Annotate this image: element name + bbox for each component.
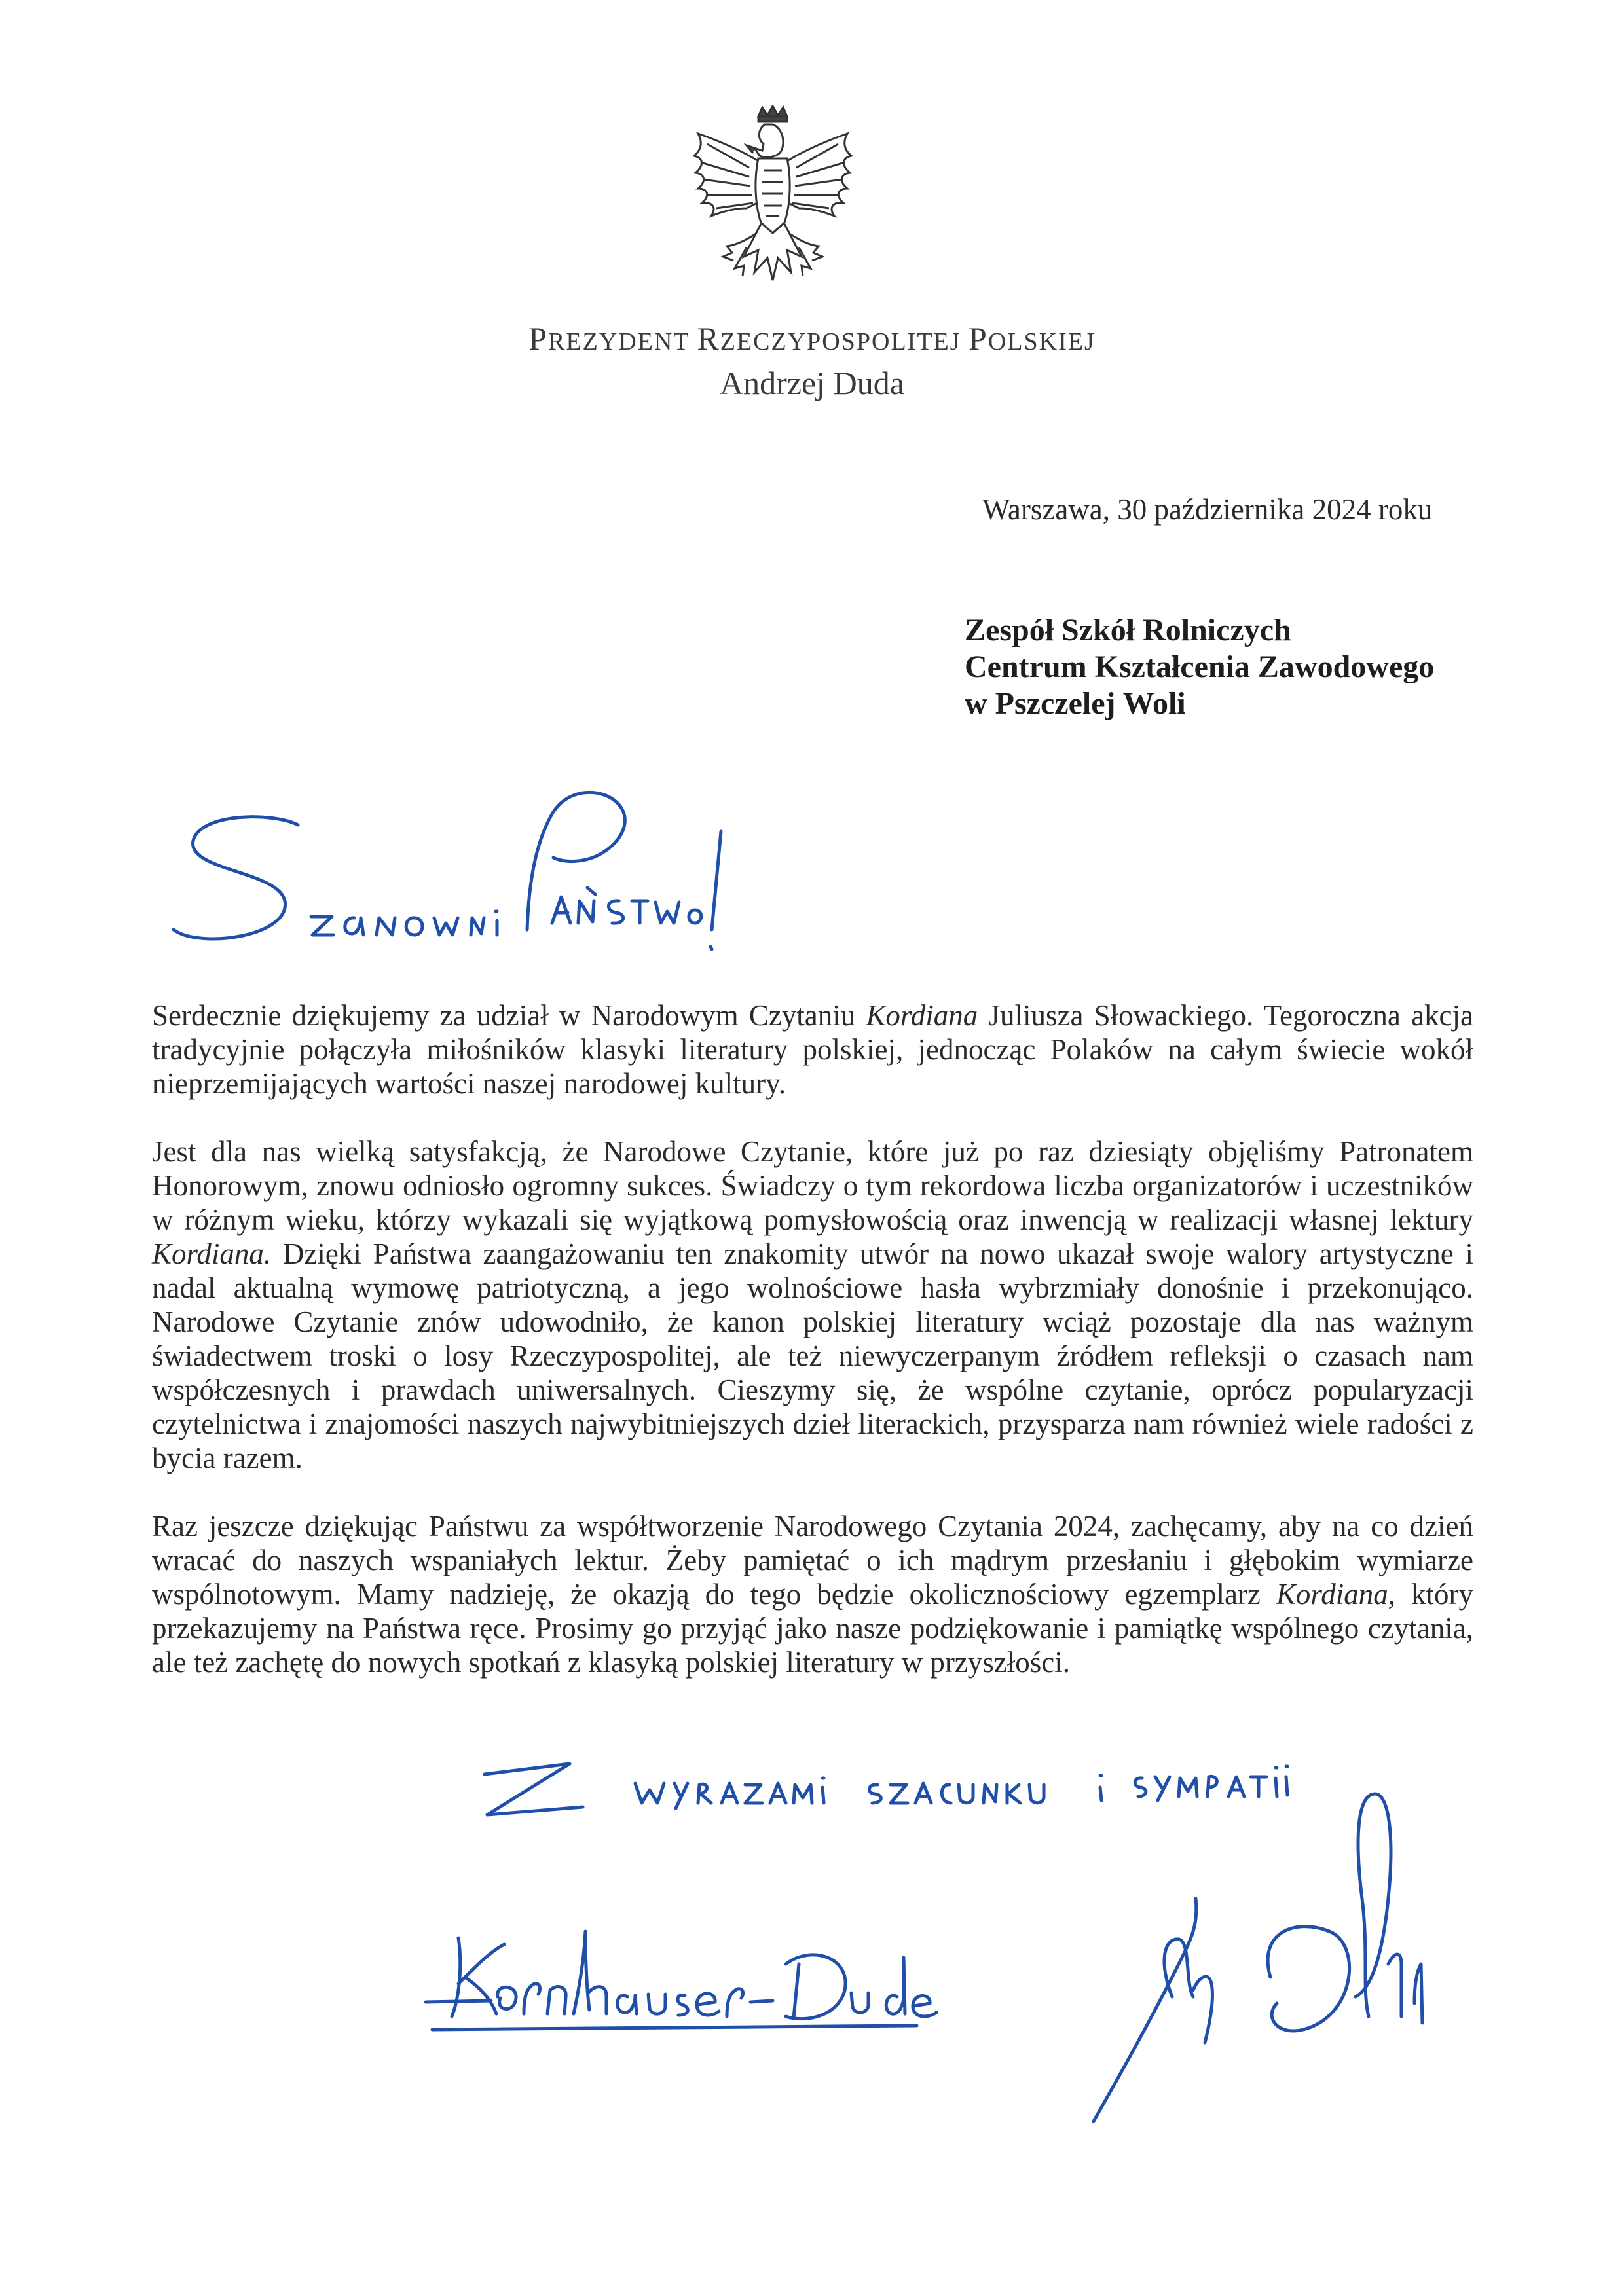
- signature-kornhauser-duda: [419, 1886, 943, 2056]
- polish-eagle-emblem-icon: [681, 105, 864, 301]
- date-line: Warszawa, 30 października 2024 roku: [982, 493, 1433, 526]
- handwritten-salutation: [160, 773, 750, 995]
- addressee-line: w Pszczelej Woli: [965, 686, 1186, 721]
- addressee-block: [965, 612, 1434, 722]
- paragraph: Jest dla nas wielką satysfakcją, że Narodowe Czytanie, które już po raz dziesiąty objęliśmy Patronatem Honorowym, znowu odniosło ogromny sukces. Świadczy o tym rekordowa liczba organizatorów i uczestników w różnym wieku, którzy wykazali się wyjątkową pomysłowością oraz inwencją w realizacji własnej lektury Kordiana. Dzięki Państwa zaangażowaniu ten znakomity utwór na nowo ukazał swoje walory artystyczne i nadal aktualną wymowę patriotyczną, a jego wolnościowe hasła wybrzmiały donośnie i przekonująco. Narodowe Czytanie znów udowodniło, że kanon polskiej literatury wciąż pozostaje dla nas ważnym świadectwem troski o losy Rzeczypospolitej, ale też niewyczerpanym źródłem refleksji o czasach nam współczesnych i prawdach uniwersalnych. Cieszymy się, że wspólne czytanie, oprócz popularyzacji czytelnictwa i znajomości naszych najwybitniejszych dzieł literackich, przysparza nam również wiele radości z bycia razem.: [152, 1135, 1473, 1474]
- office-title: PREZYDENT RZECZYPOSPOLITEJ POLSKIEJ: [528, 320, 1096, 357]
- signature-andrzej-duda: [1080, 1768, 1506, 2134]
- letter-body: [152, 998, 1473, 1679]
- paragraph: Raz jeszcze dziękując Państwu za współtworzenie Narodowego Czytania 2024, zachęcamy, aby na co dzień wracać do naszych wspaniałych lektur. Żeby pamiętać o ich mądrym przesłaniu i głębokim wymiarze wspólnotowym. Mamy nadzieję, że okazją do tego będzie okolicznościowy egzemplarz Kordiana, który przekazujemy na Państwa ręce. Prosimy go przyjąć jako nasze podziękowanie i pamiątkę wspólnego czytania, ale też zachętę do nowych spotkań z klasyką polskiej literatury w przyszłości.: [152, 1510, 1473, 1679]
- paragraph: Serdecznie dziękujemy za udział w Narodowym Czytaniu Kordiana Juliusza Słowackiego. Tegoroczna akcja tradycyjnie połączyła miłośników klasyki literatury polskiej, jednocząc Polaków na całym świecie wokół nieprzemijających wartości naszej narodowej kultury.: [152, 999, 1473, 1100]
- addressee-line: Centrum Kształcenia Zawodowego: [965, 649, 1435, 684]
- president-name: Andrzej Duda: [720, 365, 904, 401]
- addressee-line: Zespół Szkół Rolniczych: [965, 613, 1291, 647]
